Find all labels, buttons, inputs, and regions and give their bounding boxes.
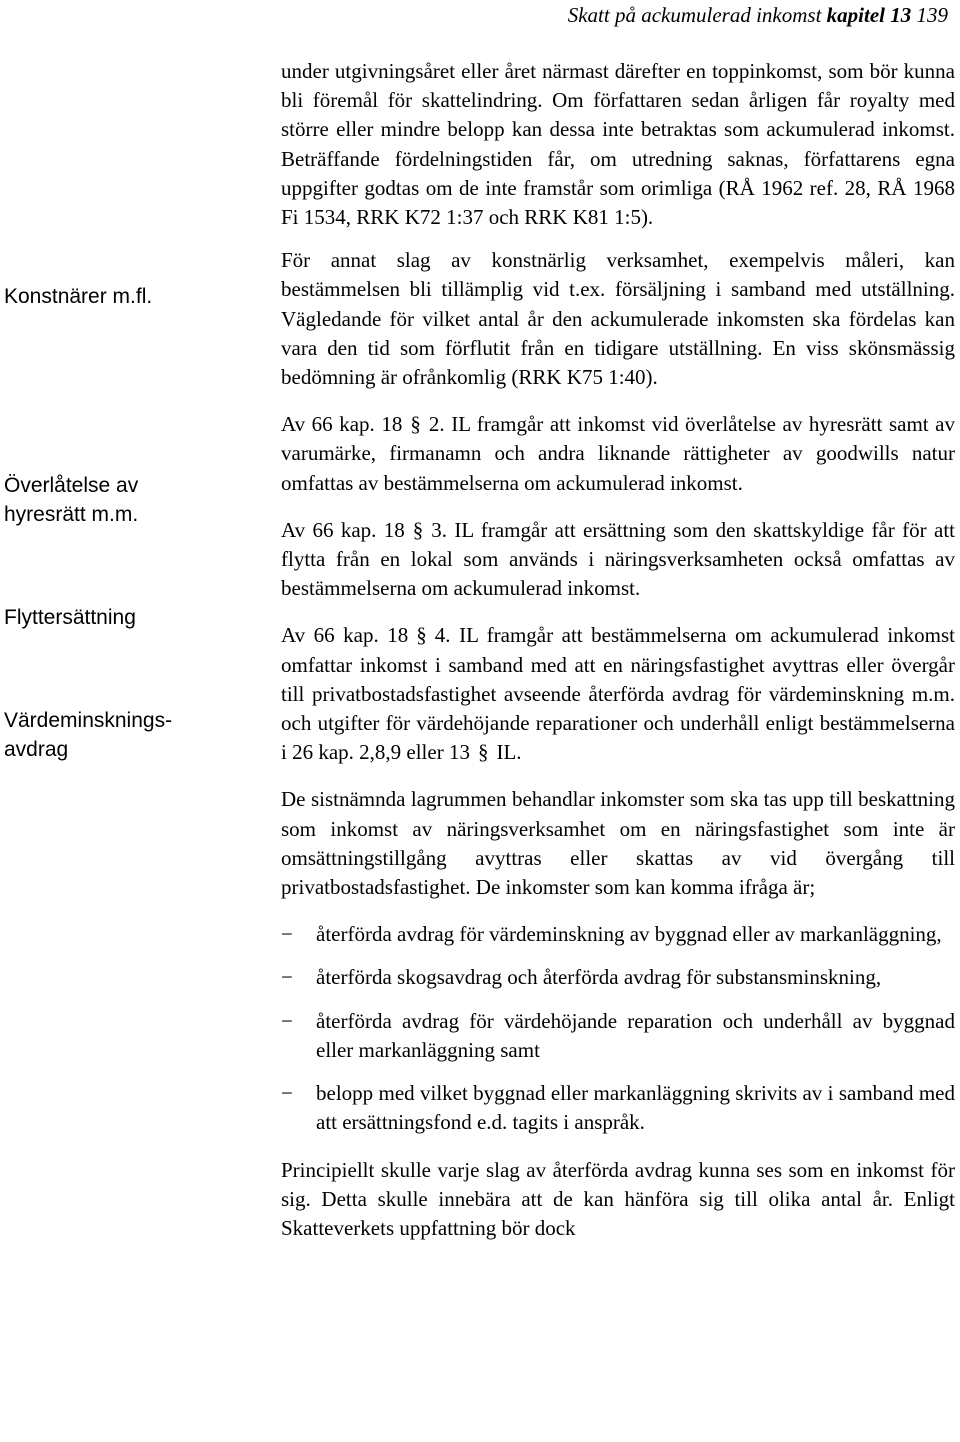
section-sign-icon: § xyxy=(412,517,424,542)
section-number: 4. xyxy=(434,623,451,648)
sidenote-overlatelse xyxy=(4,471,254,529)
paragraph-lagrum: De sistnämnda lagrummen behandlar inkomster som ska tas upp till beskattning som inkomst av näringsverksamhet om en näringsfastighet som inte är omsättningstillgång avyttras eller skattas av vid övergång till privatbostadsfastighet. De inkomster som kan komma ifråga är; xyxy=(281,787,955,900)
list-item xyxy=(281,1007,955,1065)
section-sign-icon: § xyxy=(477,740,489,765)
list-item-text: återförda avdrag för värdeminskning av byggnad eller av markanläggning, xyxy=(316,922,942,947)
law-reference: Av 66 kap. 18 xyxy=(281,412,403,437)
section-number: 3. xyxy=(431,517,448,542)
sidenote-vardeminskning-line2: avdrag xyxy=(4,738,69,761)
section-number: 2. xyxy=(428,412,445,437)
sidenote-vardeminskning xyxy=(4,706,254,764)
sidenote-overlatelse-line2: hyresrätt m.m. xyxy=(4,503,139,526)
dash-bullet-icon: − xyxy=(281,1081,293,1106)
income-list xyxy=(281,920,955,1137)
dash-bullet-icon: − xyxy=(281,1008,293,1033)
list-item xyxy=(281,1079,955,1137)
paragraph-vardeminskning xyxy=(281,621,955,767)
dash-bullet-icon: − xyxy=(281,922,293,947)
sidenote-flyttersattning xyxy=(4,603,254,632)
paragraph-intro: under utgivningsåret eller året närmast därefter en toppinkomst, som bör kunna bli föremål för skattelindring. Om författaren sedan årligen får royalty med större eller mindre belopp kan dessa inte betraktas som ackumulerad inkomst. Beträffande fördelningstiden får, om utredning saknas, författarens egna uppgifter godtas om de inte framstår som orimliga (RÅ 1962 ref. 28, RÅ 1968 Fi 1534, RRK K72 1:37 och RRK K81 1:5). xyxy=(281,59,955,230)
sidenote-konstnarer-text: Konstnärer m.fl. xyxy=(4,285,153,308)
paragraph-flyttersattning xyxy=(281,516,955,604)
sidenote-vardeminskning-line1: Värdeminsknings- xyxy=(4,709,173,732)
sidenote-konstnarer xyxy=(4,282,254,311)
dash-bullet-icon: − xyxy=(281,965,293,990)
sidenote-flyttersattning-text: Flyttersättning xyxy=(4,606,136,629)
section-sign-icon: § xyxy=(410,412,421,437)
running-header xyxy=(568,2,948,28)
paragraph-hyresratt-text: IL framgår att inkomst vid överlåtelse av hyresrätt samt av varumärke, firmanamn och andra liknande rättigheter av goodwills natur omfattas av bestämmelserna om ackumulerad inkomst. xyxy=(281,412,955,495)
list-item xyxy=(281,920,955,949)
section-sign-icon: § xyxy=(416,623,427,648)
law-reference: Av 66 kap. 18 xyxy=(281,517,405,542)
list-item xyxy=(281,963,955,992)
paragraph-flyttersattning-text: IL framgår att ersättning som den skattskyldige får för att flytta från en lokal som används i näringsverksamheten också omfattas av bestämmelserna om ackumulerad inkomst. xyxy=(281,517,955,601)
main-text-column xyxy=(281,57,955,1261)
sidenote-overlatelse-line1: Överlåtelse av xyxy=(4,474,139,497)
paragraph-principiellt: Principiellt skulle varje slag av återförda avdrag kunna ses som en inkomst för sig. Detta skulle innebära att de kan hänföra sig till olika antal år. Enligt Skatteverkets uppfattning bör dock xyxy=(281,1157,955,1240)
list-item-text: återförda avdrag för värdehöjande reparation och underhåll av byggnad eller markanläggning samt xyxy=(316,1008,955,1062)
paragraph-vardeminskning-end: IL. xyxy=(496,740,522,765)
paragraph-konstnarer: För annat slag av konstnärlig verksamhet, exempelvis måleri, kan bestämmelsen bli tillämplig vid t.ex. försäljning i samband med utställning. Vägledande för vilket antal år den ackumulerade inkomsten ska fördelas kan vara den tid som förflutit från en tidigare utställning. En viss skönsmässig bedömning är ofrånkomlig (RRK K75 1:40). xyxy=(281,248,955,390)
running-title: Skatt på ackumulerad inkomst xyxy=(567,3,822,27)
paragraph-vardeminskning-text: IL framgår att bestämmelserna om ackumulerad inkomst omfattar inkomst i samband med att en näringsfastighet avyttras eller övergår till privatbostadsfastighet avseende återförda avdrag för värdeminskning m.m. och utgifter för värdehöjande reparationer och underhåll enligt bestämmelserna i 26 kap. 2,8,9 eller 13 xyxy=(281,623,955,765)
list-item-text: återförda skogsavdrag och återförda avdrag för substansminskning, xyxy=(316,965,882,990)
list-item-text: belopp med vilket byggnad eller markanläggning skrivits av i samband med att ersättningsfond e.d. tagits i anspråk. xyxy=(316,1081,955,1135)
chapter-label: kapitel 13 xyxy=(826,3,912,27)
page-number: 139 xyxy=(916,3,948,27)
paragraph-hyresratt xyxy=(281,410,955,498)
law-reference: Av 66 kap. 18 xyxy=(281,623,409,648)
